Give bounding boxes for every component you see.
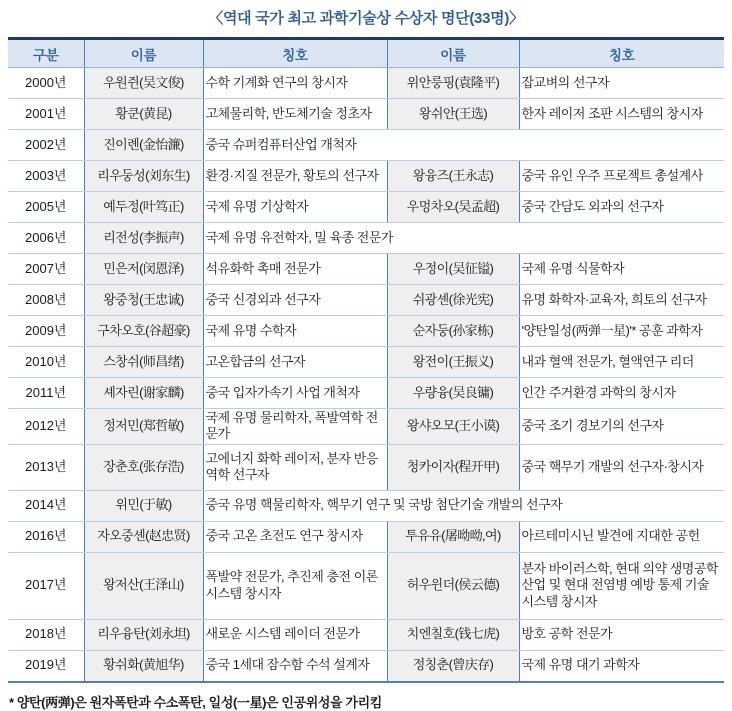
table-row xyxy=(8,378,724,409)
table-row xyxy=(8,161,724,192)
laureate-name: 우정이(吴征镒) xyxy=(387,254,519,285)
laureate-title: 중국 유인 우주 프로젝트 총설계사 xyxy=(519,161,724,192)
laureate-name: 왕샤오모(王小谟) xyxy=(387,409,519,445)
laureate-title: 국제 유명 유전학자, 밀 육종 전문가 xyxy=(203,223,724,254)
laureate-title: 인간 주거환경 과학의 창시자 xyxy=(519,378,724,409)
laureate-name: 리전성(李振声) xyxy=(84,223,203,254)
laureate-title: 내과 혈액 전문가, 혈액연구 리더 xyxy=(519,347,724,378)
laureate-title: 중국 슈퍼컴퓨터산업 개척자 xyxy=(203,130,724,161)
table-row xyxy=(8,285,724,316)
laureate-name: 우원쥔(吴文俊) xyxy=(84,68,203,99)
laureate-name: 스창쉬(师昌绪) xyxy=(84,347,203,378)
laureate-name: 정저민(郑哲敏) xyxy=(84,409,203,445)
award-table xyxy=(8,37,724,683)
table-row xyxy=(8,68,724,99)
laureate-name: 정칭춘(曾庆存) xyxy=(387,650,519,682)
laureate-title: 중국 1세대 잠수함 수석 설계자 xyxy=(203,650,387,682)
year-cell: 2002년 xyxy=(8,130,84,161)
laureate-name: 허우윈더(侯云德) xyxy=(387,552,519,619)
year-cell: 2001년 xyxy=(8,99,84,130)
year-cell: 2011년 xyxy=(8,378,84,409)
laureate-name: 위안룽핑(袁隆平) xyxy=(387,68,519,99)
page-title: 〈역대 국가 최고 과학기술상 수상자 명단(33명)〉 xyxy=(208,10,524,27)
year-cell: 2014년 xyxy=(8,490,84,521)
laureate-name: 왕중청(王忠诚) xyxy=(84,285,203,316)
laureate-title: 국제 유명 물리학자, 폭발역학 전문가 xyxy=(203,409,387,445)
laureate-name: 자오중셴(赵忠贤) xyxy=(84,521,203,552)
table-row xyxy=(8,347,724,378)
year-cell: 2012년 xyxy=(8,409,84,445)
laureate-name: 투유유(屠呦呦,여) xyxy=(387,521,519,552)
laureate-title: 국제 유명 기상학자 xyxy=(203,192,387,223)
year-cell: 2009년 xyxy=(8,316,84,347)
laureate-name: 왕융즈(王永志) xyxy=(387,161,519,192)
table-row xyxy=(8,130,724,161)
laureate-title: 유명 화학자·교육자, 희토의 선구자 xyxy=(519,285,724,316)
table-row xyxy=(8,192,724,223)
laureate-name: 순자둥(孙家栋) xyxy=(387,316,519,347)
laureate-title: 중국 신경외과 선구자 xyxy=(203,285,387,316)
table-row xyxy=(8,99,724,130)
laureate-name: 셰자린(谢家麟) xyxy=(84,378,203,409)
column-header-name-2: 이름 xyxy=(387,39,519,68)
column-header-name-1: 이름 xyxy=(84,39,203,68)
year-cell: 2017년 xyxy=(8,552,84,619)
laureate-title: 한자 레이저 조판 시스템의 창시자 xyxy=(519,99,724,130)
laureate-name: 리우둥성(刘东生) xyxy=(84,161,203,192)
laureate-name: 청카이자(程开甲) xyxy=(387,444,519,490)
laureate-title: 고체물리학, 반도체기술 정초자 xyxy=(203,99,387,130)
laureate-name: 황쿤(黄昆) xyxy=(84,99,203,130)
laureate-title: 중국 유명 핵물리학자, 핵무기 연구 및 국방 첨단기술 개발의 선구자 xyxy=(203,490,724,521)
table-row xyxy=(8,552,724,619)
year-cell: 2006년 xyxy=(8,223,84,254)
table-row xyxy=(8,650,724,682)
year-cell: 2019년 xyxy=(8,650,84,682)
laureate-name: 진이롄(金怡濂) xyxy=(84,130,203,161)
laureate-name: 왕저산(王泽山) xyxy=(84,552,203,619)
laureate-name: 왕쉬안(王选) xyxy=(387,99,519,130)
table-row xyxy=(8,316,724,347)
year-cell: 2010년 xyxy=(8,347,84,378)
table-row xyxy=(8,409,724,445)
laureate-title: 국제 유명 수학자 xyxy=(203,316,387,347)
laureate-name: 황쉬화(黄旭华) xyxy=(84,650,203,682)
table-row xyxy=(8,619,724,650)
year-cell: 2007년 xyxy=(8,254,84,285)
laureate-name: 우멍차오(吴孟超) xyxy=(387,192,519,223)
laureate-title: '양탄일성(两弹一星)'* 공훈 과학자 xyxy=(519,316,724,347)
laureate-title: 석유화학 촉매 전문가 xyxy=(203,254,387,285)
laureate-title: 환경·지질 전문가, 황토의 선구자 xyxy=(203,161,387,192)
table-row xyxy=(8,223,724,254)
laureate-name: 위민(于敏) xyxy=(84,490,203,521)
table-row xyxy=(8,490,724,521)
table-row xyxy=(8,444,724,490)
footnote: * 양탄(两弹)은 원자폭탄과 수소폭탄, 일성(一星)은 인공위성을 가리킴 xyxy=(9,694,382,710)
laureate-name: 우량융(吴良镛) xyxy=(387,378,519,409)
laureate-name: 장춘호(张存浩) xyxy=(84,444,203,490)
laureate-title: 중국 입자가속기 사업 개척자 xyxy=(203,378,387,409)
laureate-title: 아르테미시닌 발견에 지대한 공헌 xyxy=(519,521,724,552)
year-cell: 2008년 xyxy=(8,285,84,316)
laureate-name: 구차오호(谷超豪) xyxy=(84,316,203,347)
year-cell: 2003년 xyxy=(8,161,84,192)
laureate-title: 수학 기계화 연구의 창시자 xyxy=(203,68,387,99)
year-cell: 2018년 xyxy=(8,619,84,650)
laureate-name: 민은저(闵恩泽) xyxy=(84,254,203,285)
laureate-name: 왕전이(王振义) xyxy=(387,347,519,378)
table-row xyxy=(8,254,724,285)
laureate-title: 국제 유명 대기 과학자 xyxy=(519,650,724,682)
column-header-title-2: 칭호 xyxy=(519,39,724,68)
laureate-name: 예두정(叶笃正) xyxy=(84,192,203,223)
year-cell: 2013년 xyxy=(8,444,84,490)
laureate-title: 중국 조기 경보기의 선구자 xyxy=(519,409,724,445)
laureate-name: 쉬광셴(徐光宪) xyxy=(387,285,519,316)
table-row xyxy=(8,521,724,552)
laureate-title: 중국 핵무기 개발의 선구자·창시자 xyxy=(519,444,724,490)
laureate-name: 리우융탄(刘永坦) xyxy=(84,619,203,650)
laureate-title: 고에너지 화학 레이저, 분자 반응역학 선구자 xyxy=(203,444,387,490)
year-cell: 2016년 xyxy=(8,521,84,552)
laureate-title: 폭발약 전문가, 추진제 충전 이론 시스템 창시자 xyxy=(203,552,387,619)
year-cell: 2005년 xyxy=(8,192,84,223)
laureate-title: 잡교벼의 선구자 xyxy=(519,68,724,99)
laureate-title: 분자 바이러스학, 현대 의약 생명공학 산업 및 현대 전염병 예방 통제 기술 시스템 창시자 xyxy=(519,552,724,619)
laureate-title: 고온합금의 선구자 xyxy=(203,347,387,378)
laureate-title: 중국 고온 초전도 연구 창시자 xyxy=(203,521,387,552)
column-header-title-1: 칭호 xyxy=(203,39,387,68)
year-cell: 2000년 xyxy=(8,68,84,99)
laureate-title: 국제 유명 식물학자 xyxy=(519,254,724,285)
laureate-title: 방호 공학 전문가 xyxy=(519,619,724,650)
column-header-year: 구분 xyxy=(8,39,84,68)
laureate-title: 새로운 시스템 레이더 전문가 xyxy=(203,619,387,650)
laureate-title: 중국 간담도 외과의 선구자 xyxy=(519,192,724,223)
laureate-name: 치엔칠호(钱七虎) xyxy=(387,619,519,650)
table-header-row xyxy=(8,39,724,68)
